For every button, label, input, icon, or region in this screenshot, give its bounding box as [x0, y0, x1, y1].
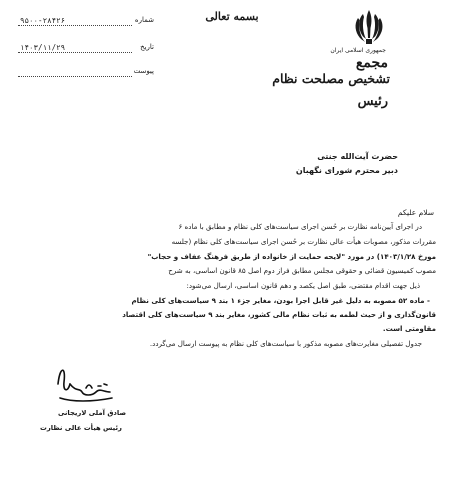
- attachment-row: [14, 67, 154, 78]
- org-head-title: رئیس: [357, 94, 388, 109]
- body-line: مصوب کمیسیون قضائی و حقوقی مجلس مطابق فراز دوم اصل ۸۵ قانون اساسی، به شرح: [168, 266, 436, 275]
- attachment-label: پیوست: [133, 67, 154, 75]
- number-value: ۹۵۰۰-۲۸۴۲۶: [20, 16, 66, 25]
- addressee-name: حضرت آیت‌الله جنتی: [317, 152, 398, 161]
- attachment-underline: [18, 76, 132, 77]
- number-underline: [18, 25, 132, 26]
- date-underline: [18, 52, 132, 53]
- body-line: مورخ ۱۴۰۳/۱/۲۸) در مورد "لایحه حمایت از خانواده از طریق فرهنگ عفاف و حجاب": [147, 252, 436, 261]
- basmala-heading: بسمه تعالی: [205, 10, 259, 23]
- body-line: ذیل جهت اقدام مقتضی، طبق اصل یکصد و دهم قانون اساسی، ارسال می‌شود:: [186, 281, 420, 290]
- org-name-line2: تشخیص مصلحت نظام: [272, 71, 390, 86]
- addressee-title: دبیر محترم شورای نگهبان: [295, 166, 398, 175]
- greeting-text: سلام علیکم: [397, 208, 434, 217]
- body-line: در اجرای آیین‌نامه نظارت بر حُسن اجرای سیاست‌های کلی نظام و مطابق با ماده ۶: [178, 222, 422, 231]
- republic-label: جمهوری اسلامی ایران: [330, 47, 386, 54]
- iran-emblem-icon: [352, 8, 386, 46]
- org-name-line1: مجمع: [355, 55, 388, 71]
- body-line: قانون‌گذاری و از حیث لطمه به ثبات نظام مالی کشور، مغایر بند ۹ سیاست‌های کلی اقتصاد: [122, 310, 436, 319]
- number-label: شماره: [134, 16, 154, 24]
- signatory-name: صادق آملی لاریجانی: [58, 409, 127, 417]
- signatory-title: رئیس هیأت عالی نظارت: [40, 424, 122, 432]
- body-line: مقررات مذکور، مصوبات هیأت عالی نظارت بر حُسن اجرای سیاست‌های کلی نظام (جلسه: [171, 237, 436, 246]
- letter-date-row: [14, 43, 154, 54]
- body-line: مقاومتی است.: [382, 324, 436, 333]
- letter-number-row: [14, 16, 154, 27]
- body-line: - ماده ۵۲ مصوبه به دلیل غیر قابل اجرا بودن، مغایر جزء ۱ بند ۹ سیاست‌های کلی نظام: [131, 296, 430, 305]
- date-label: تاریخ: [140, 43, 154, 51]
- body-line: جدول تفصیلی مغایرت‌های مصوبه مذکور با سیاست‌های کلی نظام به پیوست ارسال می‌گردد.: [149, 339, 422, 348]
- handwritten-signature: [52, 362, 122, 406]
- date-value: ۱۴۰۳/۱۱/۲۹: [20, 43, 66, 52]
